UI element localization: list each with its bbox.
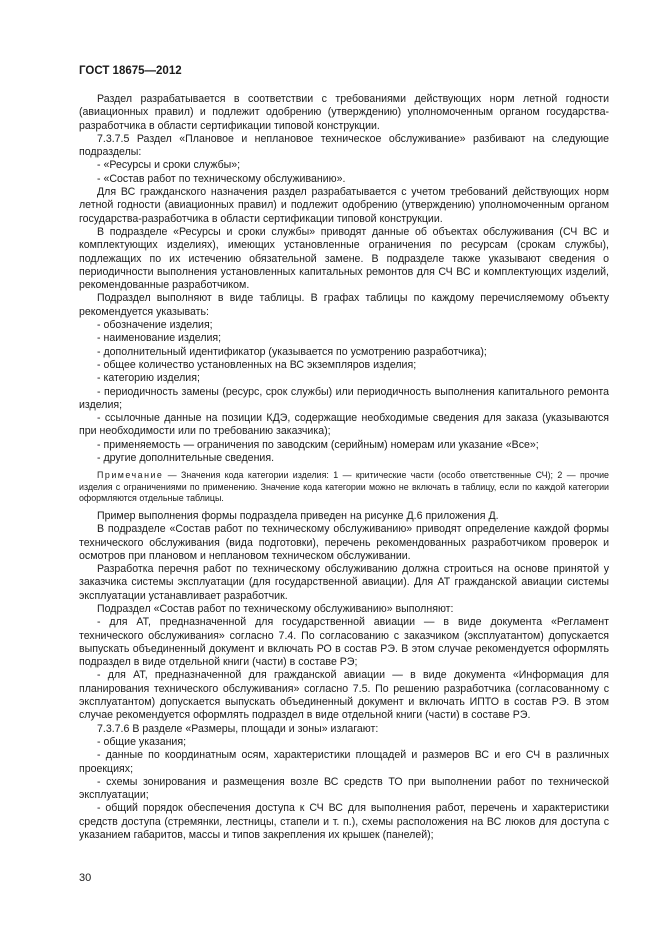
paragraph: Подраздел выполняют в виде таблицы. В графах таблицы по каждому перечисляемому объекту рекомендуется указывать: xyxy=(79,292,609,318)
paragraph: - периодичность замены (ресурс, срок службы) или периодичность выполнения капитального ремонта изделия; xyxy=(79,385,609,411)
note-text: — Значения кода категории изделия: 1 — критические части (особо ответственные СЧ); 2 — прочие изделия с ограничениями по применению. Значение кода категории можно не включать в таблицу, если по каждой категории оформляются отдельные таблицы. xyxy=(79,470,609,503)
paragraph: - данные по координатным осям, характеристики площадей и размеров ВС и его СЧ в различных проекциях; xyxy=(79,749,609,775)
paragraph: В подразделе «Ресурсы и сроки службы» приводят данные об объектах обслуживания (СЧ ВС и комплектующих изделиях), имеющих установленные ограничения по ресурсам (срокам службы), подлежащих по их истечению обязательной замене. В подразделе также указывают сведения о периодичности выполнения установленных капитальных ремонтов для СЧ ВС и комплектующих изделий, рекомендованные разработчиком. xyxy=(79,225,609,292)
list-item: - «Состав работ по техническому обслуживанию». xyxy=(97,172,346,185)
paragraph: - для АТ, предназначенной для гражданской авиации — в виде документа «Информация для планирования технического обслуживания» согласно 7.5. По решению разработчика (согласованному с эксплуатантом) допускается выпускать объединенный документ и включать ИПТО в состав РЭ. В этом случае рекомендуется оформлять подраздел в виде отдельной книги (части) в составе РЭ. xyxy=(79,669,609,722)
paragraph: - схемы зонирования и размещения возле ВС средств ТО при выполнении работ по технической эксплуатации; xyxy=(79,775,609,802)
paragraph: Разработка перечня работ по техническому обслуживанию должна строиться на основе принятой у заказчика системы эксплуатации (для государственной авиации). Для АТ гражданской авиации системы эксплуатации устанавливает разработчик. xyxy=(79,563,609,602)
paragraph: 7.3.7.5 Раздел «Плановое и неплановое техническое обслуживание» разбивают на следующие подразделы: xyxy=(79,132,609,159)
page-body xyxy=(79,93,609,842)
list-item: - общее количество установленных на ВС экземпляров изделия; xyxy=(97,358,417,371)
paragraph: - общий порядок обеспечения доступа к СЧ ВС для выполнения работ, перечень и характеристики средств доступа (стремянки, лестницы, стапели и т. п.), схемы расположения на ВС люков для доступа с указанием габаритов, массы и типов закрепления их крышек (панелей); xyxy=(79,802,609,842)
list-item: - обозначение изделия; xyxy=(97,319,213,332)
list-item: - категорию изделия; xyxy=(97,372,200,385)
note-paragraph xyxy=(79,470,609,504)
paragraph: Подраздел «Состав работ по техническому обслуживанию» выполняют: xyxy=(97,603,454,615)
paragraph: Раздел разрабатывается в соответствии с требованиями действующих норм летной годности (авиационных правил) и подлежит одобрению (утверждению) уполномоченным органом государства-разработчика в области сертификации типовой конструкции. xyxy=(79,93,609,132)
paragraph: 7.3.7.6 В разделе «Размеры, площади и зоны» излагают: xyxy=(97,722,379,735)
list-item: - наименование изделия; xyxy=(97,332,222,345)
page-number: 30 xyxy=(79,872,92,884)
paragraph: - для АТ, предназначенной для государственной авиации — в виде документа «Регламент технического обслуживания» согласно 7.4. По согласованию с заказчиком (эксплуатантом) допускается выпускать объединенный документ и включать РО в состав РЭ. В этом случае рекомендуется оформлять подраздел в виде отдельной книги (части) в составе РЭ; xyxy=(79,616,609,669)
paragraph: Для ВС гражданского назначения раздел разрабатывается с учетом требований действующих норм летной годности (авиационных правил) и подлежит одобрению (утверждению) уполномоченным органом государства-разработчика в области сертификации типовой конструкции. xyxy=(79,186,609,225)
list-item: - дополнительный идентификатор (указывается по усмотрению разработчика); xyxy=(97,345,487,358)
document-header: ГОСТ 18675—2012 xyxy=(79,65,182,77)
paragraph: - ссылочные данные на позиции КДЭ, содержащие необходимые сведения для заказа (указываются при необходимости или по требованию заказчика); xyxy=(79,412,609,438)
paragraph: В подразделе «Состав работ по техническому обслуживанию» приводят определение каждой формы технического обслуживания (вида подготовки), перечень рекомендованных разработчиком проверок и осмотров при плановом и неплановом техническом обслуживании. xyxy=(79,523,609,562)
note-label: Примечание xyxy=(97,470,164,481)
paragraph: Пример выполнения формы подраздела приведен на рисунке Д.6 приложения Д. xyxy=(97,509,499,522)
list-item: - общие указания; xyxy=(97,735,187,748)
list-item: - применяемость — ограничения по заводским (серийным) номерам или указание «Все»; xyxy=(97,438,539,451)
list-item: - другие дополнительные сведения. xyxy=(97,452,275,465)
list-item: - «Ресурсы и сроки службы»; xyxy=(97,159,241,172)
